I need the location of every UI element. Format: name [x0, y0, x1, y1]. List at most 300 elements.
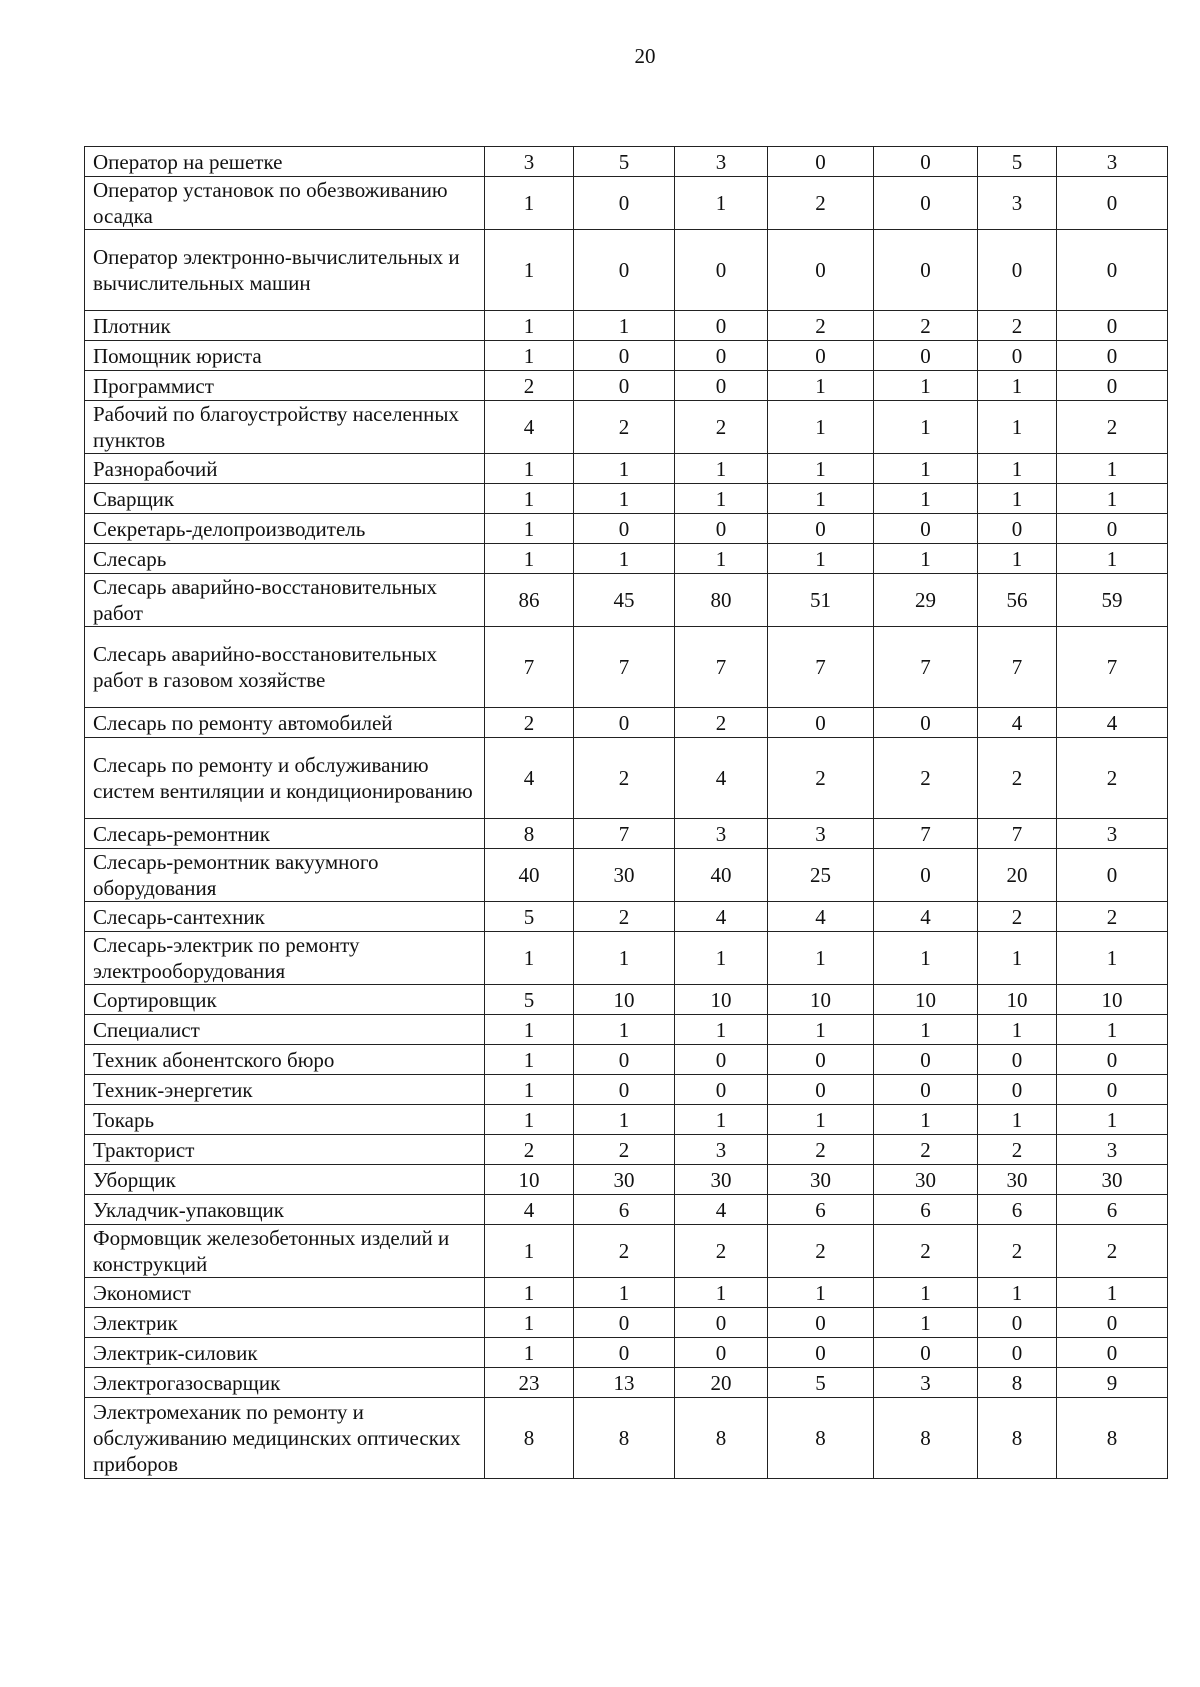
value-cell: 0	[675, 514, 768, 544]
occupation-cell: Слесарь-ремонтник вакуумного оборудования	[85, 849, 485, 902]
table-row	[85, 1195, 1168, 1225]
value-cell: 0	[874, 341, 978, 371]
value-cell: 0	[874, 514, 978, 544]
value-cell: 3	[675, 819, 768, 849]
table-row	[85, 230, 1168, 311]
value-cell: 1	[978, 1278, 1057, 1308]
value-cell: 2	[574, 401, 675, 454]
table-row	[85, 627, 1168, 708]
value-cell: 1	[485, 177, 574, 230]
value-cell: 1	[675, 484, 768, 514]
value-cell: 0	[675, 311, 768, 341]
value-cell: 0	[675, 1045, 768, 1075]
value-cell: 7	[978, 819, 1057, 849]
value-cell: 0	[874, 230, 978, 311]
value-cell: 4	[874, 902, 978, 932]
value-cell: 2	[1057, 738, 1168, 819]
value-cell: 2	[485, 1135, 574, 1165]
value-cell: 1	[768, 454, 874, 484]
value-cell: 1	[874, 1278, 978, 1308]
value-cell: 4	[485, 738, 574, 819]
value-cell: 0	[574, 1045, 675, 1075]
value-cell: 10	[675, 985, 768, 1015]
value-cell: 1	[768, 371, 874, 401]
value-cell: 1	[874, 371, 978, 401]
value-cell: 1	[874, 544, 978, 574]
table-row	[85, 738, 1168, 819]
value-cell: 1	[675, 932, 768, 985]
value-cell: 0	[978, 341, 1057, 371]
value-cell: 1	[768, 401, 874, 454]
value-cell: 0	[768, 147, 874, 177]
value-cell: 1	[874, 454, 978, 484]
value-cell: 1	[675, 177, 768, 230]
value-cell: 1	[978, 544, 1057, 574]
value-cell: 8	[1057, 1398, 1168, 1479]
value-cell: 2	[978, 738, 1057, 819]
value-cell: 3	[1057, 1135, 1168, 1165]
value-cell: 0	[574, 371, 675, 401]
table-row	[85, 514, 1168, 544]
occupation-cell: Оператор на решетке	[85, 147, 485, 177]
value-cell: 6	[768, 1195, 874, 1225]
value-cell: 1	[768, 1105, 874, 1135]
value-cell: 0	[874, 1075, 978, 1105]
value-cell: 0	[1057, 371, 1168, 401]
value-cell: 0	[1057, 1308, 1168, 1338]
occupation-cell: Слесарь-ремонтник	[85, 819, 485, 849]
value-cell: 1	[874, 932, 978, 985]
table-row	[85, 454, 1168, 484]
value-cell: 10	[574, 985, 675, 1015]
occupation-cell: Уборщик	[85, 1165, 485, 1195]
value-cell: 2	[768, 311, 874, 341]
value-cell: 6	[978, 1195, 1057, 1225]
value-cell: 1	[485, 454, 574, 484]
value-cell: 0	[1057, 341, 1168, 371]
value-cell: 1	[675, 1105, 768, 1135]
value-cell: 2	[574, 1225, 675, 1278]
value-cell: 1	[768, 932, 874, 985]
value-cell: 1	[675, 544, 768, 574]
occupation-cell: Техник-энергетик	[85, 1075, 485, 1105]
value-cell: 0	[874, 708, 978, 738]
value-cell: 80	[675, 574, 768, 627]
table-row	[85, 1135, 1168, 1165]
value-cell: 7	[1057, 627, 1168, 708]
value-cell: 2	[874, 1135, 978, 1165]
value-cell: 20	[978, 849, 1057, 902]
value-cell: 25	[768, 849, 874, 902]
value-cell: 1	[874, 1105, 978, 1135]
occupation-cell: Сварщик	[85, 484, 485, 514]
value-cell: 5	[574, 147, 675, 177]
value-cell: 4	[675, 1195, 768, 1225]
value-cell: 0	[675, 1338, 768, 1368]
occupation-cell: Техник абонентского бюро	[85, 1045, 485, 1075]
value-cell: 7	[874, 627, 978, 708]
table-row	[85, 341, 1168, 371]
occupation-cell: Оператор установок по обезвоживанию осадка	[85, 177, 485, 230]
occupation-cell: Программист	[85, 371, 485, 401]
value-cell: 1	[768, 1278, 874, 1308]
value-cell: 0	[574, 230, 675, 311]
table-row	[85, 1075, 1168, 1105]
value-cell: 59	[1057, 574, 1168, 627]
value-cell: 1	[574, 311, 675, 341]
occupation-cell: Слесарь-сантехник	[85, 902, 485, 932]
value-cell: 2	[574, 1135, 675, 1165]
occupation-cell: Оператор электронно-вычислительных и вычислительных машин	[85, 230, 485, 311]
value-cell: 56	[978, 574, 1057, 627]
table-row	[85, 1278, 1168, 1308]
value-cell: 0	[574, 514, 675, 544]
value-cell: 1	[675, 454, 768, 484]
value-cell: 2	[874, 1225, 978, 1278]
value-cell: 0	[675, 1075, 768, 1105]
value-cell: 0	[1057, 1338, 1168, 1368]
value-cell: 0	[768, 1308, 874, 1338]
value-cell: 1	[574, 932, 675, 985]
value-cell: 1	[485, 341, 574, 371]
value-cell: 8	[768, 1398, 874, 1479]
value-cell: 0	[768, 341, 874, 371]
table-row	[85, 849, 1168, 902]
value-cell: 3	[978, 177, 1057, 230]
value-cell: 45	[574, 574, 675, 627]
value-cell: 1	[1057, 1105, 1168, 1135]
value-cell: 0	[675, 371, 768, 401]
value-cell: 1	[1057, 932, 1168, 985]
value-cell: 2	[485, 371, 574, 401]
value-cell: 1	[485, 1278, 574, 1308]
occupation-cell: Электрик-силовик	[85, 1338, 485, 1368]
value-cell: 20	[675, 1368, 768, 1398]
value-cell: 0	[574, 1338, 675, 1368]
value-cell: 30	[1057, 1165, 1168, 1195]
value-cell: 0	[675, 230, 768, 311]
occupation-cell: Сортировщик	[85, 985, 485, 1015]
value-cell: 8	[574, 1398, 675, 1479]
value-cell: 1	[485, 1105, 574, 1135]
value-cell: 86	[485, 574, 574, 627]
occupation-cell: Слесарь аварийно-восстановительных работ	[85, 574, 485, 627]
value-cell: 8	[485, 1398, 574, 1479]
occupation-cell: Электромеханик по ремонту и обслуживанию медицинских оптических приборов	[85, 1398, 485, 1479]
value-cell: 2	[675, 401, 768, 454]
value-cell: 40	[485, 849, 574, 902]
value-cell: 3	[768, 819, 874, 849]
value-cell: 5	[978, 147, 1057, 177]
value-cell: 4	[978, 708, 1057, 738]
table-row	[85, 932, 1168, 985]
value-cell: 0	[574, 177, 675, 230]
occupation-cell: Тракторист	[85, 1135, 485, 1165]
value-cell: 0	[978, 1308, 1057, 1338]
value-cell: 1	[1057, 1278, 1168, 1308]
value-cell: 1	[574, 1105, 675, 1135]
value-cell: 3	[1057, 819, 1168, 849]
value-cell: 1	[675, 1278, 768, 1308]
value-cell: 1	[768, 544, 874, 574]
value-cell: 0	[675, 341, 768, 371]
value-cell: 1	[675, 1015, 768, 1045]
value-cell: 30	[874, 1165, 978, 1195]
value-cell: 0	[768, 1045, 874, 1075]
value-cell: 0	[768, 1075, 874, 1105]
value-cell: 29	[874, 574, 978, 627]
value-cell: 10	[1057, 985, 1168, 1015]
table-row	[85, 574, 1168, 627]
table-body	[85, 147, 1168, 1479]
value-cell: 2	[874, 738, 978, 819]
value-cell: 0	[874, 849, 978, 902]
value-cell: 1	[485, 1225, 574, 1278]
staff-demand-table	[84, 146, 1168, 1479]
value-cell: 2	[768, 738, 874, 819]
occupation-cell: Рабочий по благоустройству населенных пунктов	[85, 401, 485, 454]
value-cell: 0	[1057, 311, 1168, 341]
value-cell: 2	[1057, 401, 1168, 454]
value-cell: 1	[978, 454, 1057, 484]
occupation-cell: Формовщик железобетонных изделий и конструкций	[85, 1225, 485, 1278]
value-cell: 6	[1057, 1195, 1168, 1225]
value-cell: 51	[768, 574, 874, 627]
value-cell: 30	[978, 1165, 1057, 1195]
value-cell: 10	[978, 985, 1057, 1015]
occupation-cell: Экономист	[85, 1278, 485, 1308]
table-row	[85, 1225, 1168, 1278]
value-cell: 0	[1057, 177, 1168, 230]
value-cell: 1	[1057, 544, 1168, 574]
table-row	[85, 484, 1168, 514]
value-cell: 1	[485, 1045, 574, 1075]
value-cell: 0	[1057, 230, 1168, 311]
value-cell: 1	[1057, 484, 1168, 514]
value-cell: 30	[768, 1165, 874, 1195]
value-cell: 1	[485, 1338, 574, 1368]
table-row	[85, 401, 1168, 454]
table-row	[85, 147, 1168, 177]
table-row	[85, 708, 1168, 738]
value-cell: 1	[874, 1015, 978, 1045]
value-cell: 1	[485, 932, 574, 985]
value-cell: 6	[574, 1195, 675, 1225]
value-cell: 0	[574, 1075, 675, 1105]
occupation-cell: Специалист	[85, 1015, 485, 1045]
occupation-cell: Электрик	[85, 1308, 485, 1338]
value-cell: 8	[978, 1368, 1057, 1398]
value-cell: 2	[768, 1135, 874, 1165]
occupation-cell: Токарь	[85, 1105, 485, 1135]
value-cell: 5	[485, 985, 574, 1015]
value-cell: 0	[978, 1338, 1057, 1368]
value-cell: 0	[874, 177, 978, 230]
value-cell: 2	[978, 1225, 1057, 1278]
table-row	[85, 902, 1168, 932]
value-cell: 0	[768, 708, 874, 738]
value-cell: 10	[485, 1165, 574, 1195]
table-row	[85, 1338, 1168, 1368]
value-cell: 0	[874, 1045, 978, 1075]
value-cell: 1	[574, 1015, 675, 1045]
value-cell: 8	[978, 1398, 1057, 1479]
value-cell: 4	[485, 1195, 574, 1225]
value-cell: 9	[1057, 1368, 1168, 1398]
table-row	[85, 1165, 1168, 1195]
value-cell: 1	[978, 484, 1057, 514]
table-row	[85, 1398, 1168, 1479]
value-cell: 8	[874, 1398, 978, 1479]
value-cell: 0	[874, 147, 978, 177]
value-cell: 3	[675, 1135, 768, 1165]
occupation-cell: Слесарь аварийно-восстановительных работ в газовом хозяйстве	[85, 627, 485, 708]
value-cell: 0	[1057, 849, 1168, 902]
value-cell: 4	[675, 902, 768, 932]
value-cell: 3	[874, 1368, 978, 1398]
value-cell: 0	[768, 514, 874, 544]
value-cell: 0	[574, 341, 675, 371]
value-cell: 2	[574, 738, 675, 819]
value-cell: 1	[768, 1015, 874, 1045]
value-cell: 0	[768, 230, 874, 311]
value-cell: 0	[1057, 1075, 1168, 1105]
value-cell: 13	[574, 1368, 675, 1398]
value-cell: 40	[675, 849, 768, 902]
value-cell: 5	[485, 902, 574, 932]
value-cell: 1	[1057, 1015, 1168, 1045]
value-cell: 4	[768, 902, 874, 932]
table-row	[85, 819, 1168, 849]
table-row	[85, 1015, 1168, 1045]
occupation-cell: Слесарь	[85, 544, 485, 574]
table-row	[85, 371, 1168, 401]
occupation-cell: Слесарь-электрик по ремонту электрооборудования	[85, 932, 485, 985]
occupation-cell: Слесарь по ремонту и обслуживанию систем вентиляции и кондиционированию	[85, 738, 485, 819]
occupation-cell: Укладчик-упаковщик	[85, 1195, 485, 1225]
value-cell: 1	[485, 484, 574, 514]
occupation-cell: Секретарь-делопроизводитель	[85, 514, 485, 544]
value-cell: 1	[485, 311, 574, 341]
value-cell: 1	[485, 514, 574, 544]
value-cell: 7	[768, 627, 874, 708]
value-cell: 2	[768, 177, 874, 230]
value-cell: 7	[485, 627, 574, 708]
value-cell: 1	[485, 1015, 574, 1045]
value-cell: 1	[485, 544, 574, 574]
occupation-cell: Электрогазосварщик	[85, 1368, 485, 1398]
table-row	[85, 985, 1168, 1015]
value-cell: 0	[978, 1075, 1057, 1105]
value-cell: 2	[768, 1225, 874, 1278]
value-cell: 1	[978, 401, 1057, 454]
value-cell: 0	[874, 1338, 978, 1368]
table-row	[85, 1308, 1168, 1338]
value-cell: 1	[485, 1308, 574, 1338]
value-cell: 1	[874, 1308, 978, 1338]
value-cell: 1	[1057, 454, 1168, 484]
value-cell: 2	[675, 708, 768, 738]
value-cell: 1	[874, 484, 978, 514]
value-cell: 2	[1057, 902, 1168, 932]
value-cell: 0	[1057, 514, 1168, 544]
occupation-cell: Слесарь по ремонту автомобилей	[85, 708, 485, 738]
value-cell: 1	[768, 484, 874, 514]
value-cell: 4	[1057, 708, 1168, 738]
value-cell: 7	[978, 627, 1057, 708]
value-cell: 7	[675, 627, 768, 708]
value-cell: 7	[574, 627, 675, 708]
page-number: 20	[634, 44, 656, 68]
value-cell: 5	[768, 1368, 874, 1398]
value-cell: 1	[574, 454, 675, 484]
value-cell: 4	[675, 738, 768, 819]
value-cell: 2	[978, 1135, 1057, 1165]
value-cell: 4	[485, 401, 574, 454]
value-cell: 1	[978, 1105, 1057, 1135]
value-cell: 2	[675, 1225, 768, 1278]
table-row	[85, 544, 1168, 574]
value-cell: 2	[574, 902, 675, 932]
table-row	[85, 177, 1168, 230]
occupation-cell: Разнорабочий	[85, 454, 485, 484]
value-cell: 23	[485, 1368, 574, 1398]
value-cell: 0	[978, 1045, 1057, 1075]
value-cell: 30	[574, 849, 675, 902]
value-cell: 0	[1057, 1045, 1168, 1075]
value-cell: 3	[1057, 147, 1168, 177]
value-cell: 7	[574, 819, 675, 849]
table-row	[85, 1105, 1168, 1135]
table-row	[85, 311, 1168, 341]
value-cell: 1	[574, 484, 675, 514]
value-cell: 2	[485, 708, 574, 738]
value-cell: 1	[574, 1278, 675, 1308]
occupation-cell: Помощник юриста	[85, 341, 485, 371]
value-cell: 0	[574, 1308, 675, 1338]
value-cell: 1	[485, 230, 574, 311]
value-cell: 1	[485, 1075, 574, 1105]
value-cell: 0	[675, 1308, 768, 1338]
value-cell: 10	[874, 985, 978, 1015]
value-cell: 10	[768, 985, 874, 1015]
value-cell: 30	[675, 1165, 768, 1195]
value-cell: 7	[874, 819, 978, 849]
value-cell: 30	[574, 1165, 675, 1195]
value-cell: 1	[978, 371, 1057, 401]
value-cell: 3	[485, 147, 574, 177]
value-cell: 0	[978, 230, 1057, 311]
value-cell: 1	[978, 932, 1057, 985]
value-cell: 2	[978, 902, 1057, 932]
table-row	[85, 1368, 1168, 1398]
value-cell: 2	[978, 311, 1057, 341]
value-cell: 1	[574, 544, 675, 574]
value-cell: 1	[874, 401, 978, 454]
occupation-cell: Плотник	[85, 311, 485, 341]
value-cell: 1	[978, 1015, 1057, 1045]
value-cell: 6	[874, 1195, 978, 1225]
value-cell: 3	[675, 147, 768, 177]
value-cell: 0	[978, 514, 1057, 544]
value-cell: 2	[874, 311, 978, 341]
value-cell: 8	[675, 1398, 768, 1479]
table-row	[85, 1045, 1168, 1075]
value-cell: 0	[768, 1338, 874, 1368]
value-cell: 8	[485, 819, 574, 849]
value-cell: 0	[574, 708, 675, 738]
value-cell: 2	[1057, 1225, 1168, 1278]
